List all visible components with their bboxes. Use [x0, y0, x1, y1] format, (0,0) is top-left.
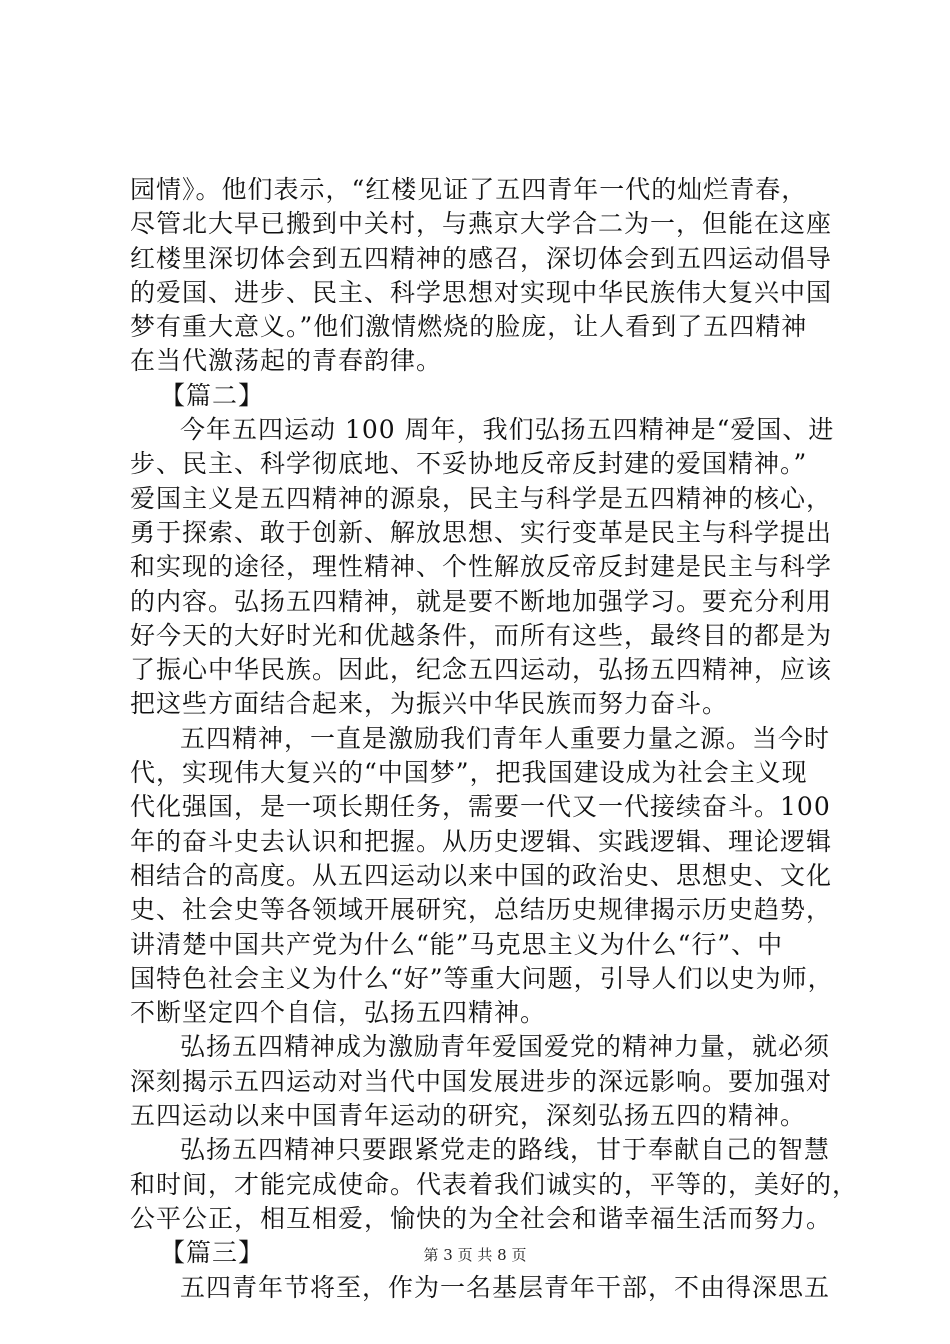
text-line: 代，实现伟大复兴的“中国梦”，把我国建设成为社会主义现 [130, 758, 808, 788]
text-line: 勇于探索、敢于创新、解放思想、实行变革是民主与科学提出 [130, 517, 833, 547]
text-line: 好今天的大好时光和优越条件，而所有这些，最终目的都是为 [130, 620, 833, 650]
text-line: 五四运动以来中国青年运动的研究，深刻弘扬五四的精神。 [130, 1101, 807, 1131]
page-footer: 第 3 页 共 8 页 [423, 1246, 527, 1264]
text-line: 把这些方面结合起来，为振兴中华民族而努力奋斗。 [130, 689, 729, 719]
text-line: 了振心中华民族。因此，纪念五四运动，弘扬五四精神，应该 [130, 655, 833, 685]
text-line: 在当代激荡起的青春韵律。 [130, 346, 443, 376]
text-line: 相结合的高度。从五四运动以来中国的政治史、思想史、文化 [130, 860, 833, 890]
text-line: 代化强国，是一项长期任务，需要一代又一代接续奋斗。100 [130, 792, 831, 822]
text-line: 和实现的途径，理性精神、个性解放反帝反封建是民主与科学 [130, 552, 833, 582]
text-line: 园情》。他们表示，“红楼见证了五四青年一代的灿烂青春， [130, 175, 808, 204]
text-line: 今年五四运动 100 周年，我们弘扬五四精神是“爱国、进 [180, 415, 835, 445]
text-line: 尽管北大早已搬到中关村，与燕京大学合二为一，但能在这座 [130, 209, 833, 239]
text-line: 爱国主义是五四精神的源泉，民主与科学是五四精神的核心， [130, 483, 833, 513]
section-heading: 【篇三】 [160, 1238, 265, 1268]
text-line: 史、社会史等各领域开展研究，总结历史规律揭示历史趋势， [130, 895, 833, 925]
section-heading: 【篇二】 [160, 380, 265, 410]
text-line: 的内容。弘扬五四精神，就是要不断地加强学习。要充分利用 [130, 586, 833, 616]
text-line: 梦有重大意义。”他们激情燃烧的脸庞，让人看到了五四精神 [130, 312, 808, 342]
text-line: 不断坚定四个自信，弘扬五四精神。 [130, 998, 547, 1028]
text-line: 讲清楚中国共产党为什么“能”马克思主义为什么“行”、中 [130, 929, 784, 959]
text-line: 年的奋斗史去认识和把握。从历史逻辑、实践逻辑、理论逻辑 [130, 826, 833, 856]
text-line: 深刻揭示五四运动对当代中国发展进步的深远影响。要加强对 [130, 1066, 833, 1096]
text-line: 和时间，才能完成使命。代表着我们诚实的，平等的，美好的， [130, 1169, 859, 1199]
text-line: 的爱国、进步、民主、科学思想对实现中华民族伟大复兴中国 [130, 277, 833, 307]
text-line: 国特色社会主义为什么“好”等重大问题，引导人们以史为师， [130, 963, 834, 993]
text-line: 弘扬五四精神成为激励青年爱国爱党的精神力量，就必须 [180, 1032, 831, 1062]
text-line: 五四精神，一直是激励我们青年人重要力量之源。当今时 [180, 723, 831, 753]
text-line: 步、民主、科学彻底地、不妥协地反帝反封建的爱国精神。” [130, 449, 808, 479]
text-line: 红楼里深切体会到五四精神的感召，深切体会到五四运动倡导 [130, 243, 833, 273]
text-line: 五四青年节将至，作为一名基层青年干部，不由得深思五 [180, 1272, 831, 1302]
document-body [130, 173, 859, 1305]
text-line: 弘扬五四精神只要跟紧党走的路线，甘于奉献自己的智慧 [180, 1135, 831, 1165]
text-line: 公平公正，相互相爱，愉快的为全社会和谐幸福生活而努力。 [130, 1203, 833, 1233]
